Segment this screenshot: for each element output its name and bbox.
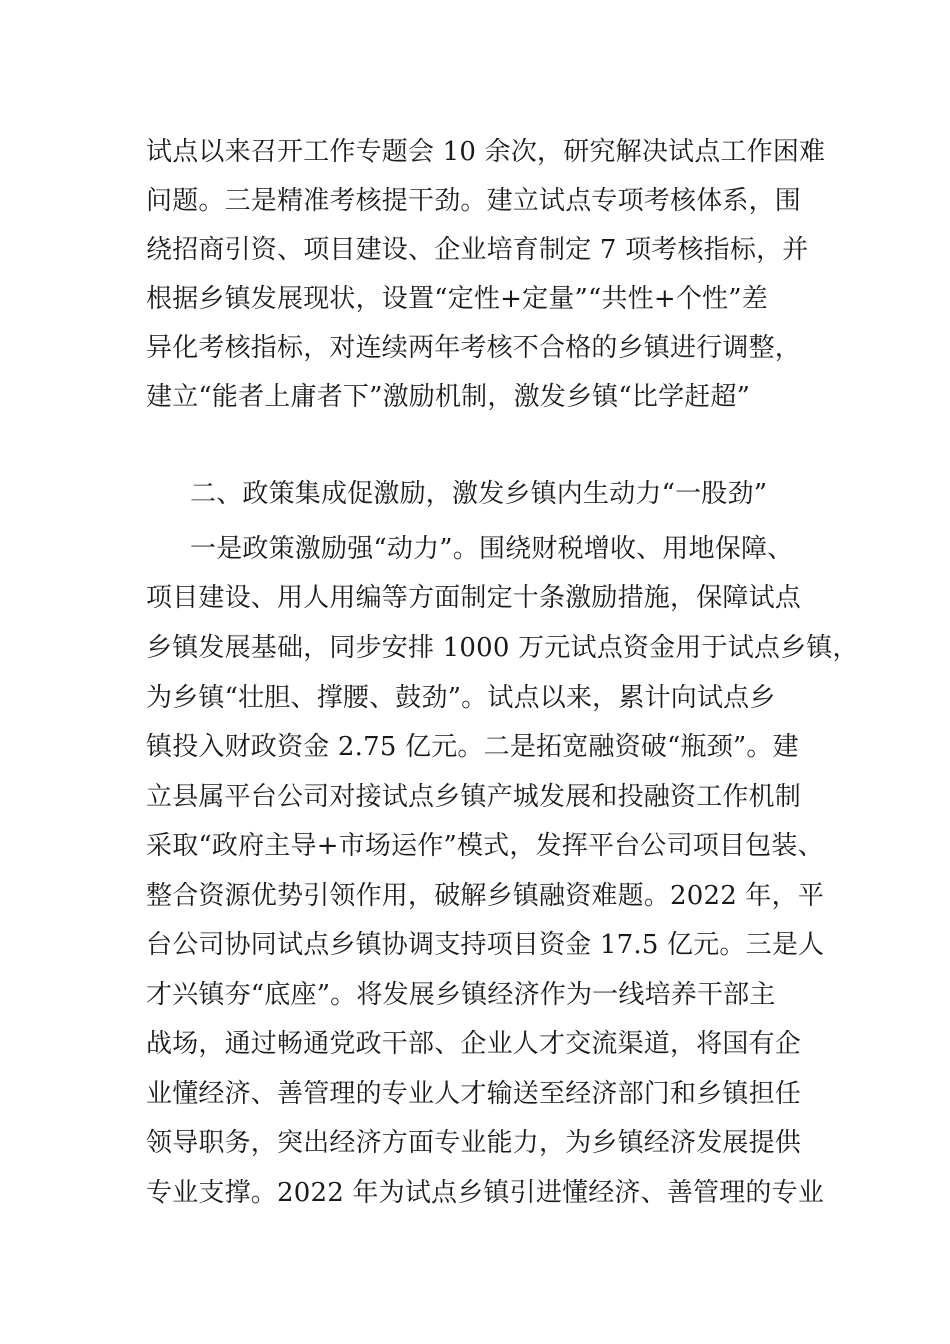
section-2-line-7: 采取“政府主导+市场运作”模式，发挥平台公司项目包装、 [146,831,824,861]
section-2-line-6: 立县属平台公司对接试点乡镇产城发展和投融资工作机制 [146,782,802,812]
section-2-line-1: 一是政策激励强“动力”。围绕财税增收、用地保障、 [190,534,794,564]
paragraph-1-line-1: 试点以来召开工作专题会 10 余次，研究解决试点工作困难 [146,137,826,167]
section-2-heading: 二、政策集成促激励，激发乡镇内生动力“一股劲” [190,479,768,509]
section-2-line-10: 才兴镇夯“底座”。将发展乡镇经济作为一线培养干部主 [146,980,776,1010]
section-2-line-11: 战场，通过畅通党政干部、企业人才交流渠道，将国有企 [146,1029,802,1059]
section-2-line-3: 乡镇发展基础，同步安排 1000 万元试点资金用于试点乡镇， [146,633,859,663]
section-2-line-12: 业懂经济、善管理的专业人才输送至经济部门和乡镇担任 [146,1079,802,1109]
section-2-line-5: 镇投入财政资金 2.75 亿元。二是拓宽融资破“瓶颈”。建 [146,732,799,762]
section-2-line-14: 专业支撑。2022 年为试点乡镇引进懂经济、善管理的专业 [146,1178,825,1208]
section-2-line-8: 整合资源优势引领作用，破解乡镇融资难题。2022 年，平 [146,881,825,911]
section-2-line-2: 项目建设、用人用编等方面制定十条激励措施，保障试点 [146,583,802,613]
section-2-line-13: 领导职务，突出经济方面专业能力，为乡镇经济发展提供 [146,1128,802,1158]
section-2-line-9: 台公司协同试点乡镇协调支持项目资金 17.5 亿元。三是人 [146,930,825,960]
section-2-line-4: 为乡镇“壮胆、撑腰、鼓劲”。试点以来，累计向试点乡 [146,683,776,713]
paragraph-1-line-3: 绕招商引资、项目建设、企业培育制定 7 项考核指标，并 [146,235,809,265]
paragraph-1-line-4: 根据乡镇发展现状，设置“定性+定量”“共性+个性”差 [146,284,768,314]
paragraph-1-line-5: 异化考核指标，对连续两年考核不合格的乡镇进行调整， [146,333,802,363]
paragraph-1-line-6: 建立“能者上庸者下”激励机制，激发乡镇“比学赶超” [146,382,751,412]
paragraph-1-line-2: 问题。三是精准考核提干劲。建立试点专项考核体系，围 [146,186,802,216]
